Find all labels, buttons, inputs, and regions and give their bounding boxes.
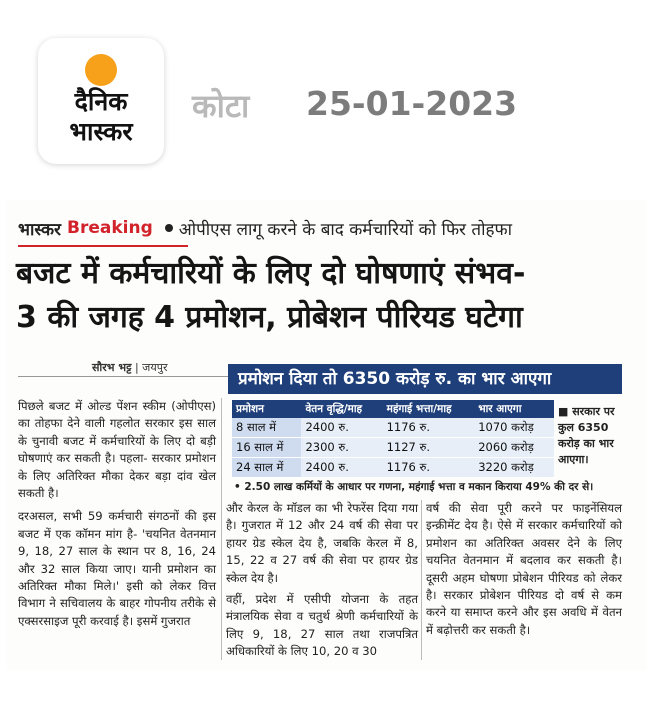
edition-city: कोटा [192, 87, 250, 125]
table-cell: 1176 रु. [383, 458, 475, 478]
table-cell: 2300 रु. [301, 438, 382, 458]
logo-text-line1: दैनिक [74, 87, 128, 116]
table-header: महंगाई भत्ता/माह [383, 400, 475, 418]
table-cell: 2060 करोड़ [474, 438, 554, 458]
box-side-note: ■ सरकार पर कुल 6350 करोड़ का भार आएगा। [558, 405, 615, 466]
byline-separator [18, 376, 228, 377]
article-paragraph: दरअसल, सभी 59 कर्मचारी संगठनों की इस बजट में एक कॉमन मांग है- 'चयनित वेतनमान 9, 18, 27 साल के स्थान पर 8, 16, 24 और 32 साल किया जाए। यानी प्रमोशन का अतिरिक्त मौका मिले।' इसी को लेकर वित्त विभाग ने सचिवालय के बाहर गोपनीय तरीके से एक्सरसाइज पूरी करवाई है। इसमें गुजरात [18, 509, 216, 628]
kicker-strap-text: ओपीएस लागू करने के बाद कर्मचारियों को फिर तोहफा [178, 219, 513, 240]
byline-author: सौरभ भट्ट [92, 361, 132, 374]
sun-logo-icon [85, 54, 117, 86]
column-divider [221, 398, 222, 660]
headline [16, 252, 636, 340]
table-cell: 16 साल में [232, 438, 301, 458]
article-column-2 [226, 500, 418, 665]
promotion-cost-box [228, 364, 622, 494]
table-row [232, 418, 554, 438]
byline: सौरभ भट्ट | जयपुर [92, 361, 168, 374]
table-cell: 1127 रु. [383, 438, 475, 458]
table-header-row [232, 400, 554, 418]
column-divider [421, 500, 422, 660]
kicker-brand: भास्कर [18, 219, 61, 240]
box-footnote: • 2.50 लाख कर्मियों के आधार पर गणना, महंगाई भत्ता व मकान किराया 49% की दर से। [234, 481, 594, 493]
byline-place: जयपुर [142, 361, 168, 374]
box-footnote-text: 2.50 लाख कर्मियों के आधार पर गणना, महंगाई भत्ता व मकान किराया 49% की दर से। [244, 481, 594, 493]
article-paragraph: पिछले बजट में ओल्ड पेंशन स्कीम (ओपीएस) का तोहफा देने वाली गहलोत सरकार इस साल के चुनावी बजट में कर्मचारियों के लिए दो बड़ी घोषणाएं कर सकती है। पहला- सरकार प्रमोशन के लिए अतिरिक्त मौका देकर बड़ा दांव खेल सकती है। [18, 399, 216, 501]
table-cell: 2400 रु. [301, 418, 382, 438]
article-column-1 [18, 398, 216, 636]
promotion-cost-table [232, 400, 554, 478]
table-header: प्रमोशन [232, 400, 301, 418]
box-title: प्रमोशन दिया तो 6350 करोड़ रु. का भार आएगा [228, 364, 622, 394]
dainik-bhaskar-logo [38, 38, 164, 164]
table-cell: 24 साल में [232, 458, 301, 478]
table-row [232, 438, 554, 458]
table-cell: 1176 रु. [383, 418, 475, 438]
article-column-3 [426, 500, 622, 643]
article-paragraph: वहीं, प्रदेश में एसीपी योजना के तहत मंत्रालयिक सेवा व चतुर्थ श्रेणी कर्मचारियों के लिए 9, 18, 27 साल तथा राजपत्रित अधिकारियों के लिए 10, 20 व 30 [226, 592, 418, 659]
box-side-note-text: सरकार पर कुल 6350 करोड़ का भार आएगा। [558, 405, 615, 466]
article-paragraph: वर्ष की सेवा पूरी करने पर फाइनेंसियल इन्क्रीमेंट देय है। ऐसे में सरकार कर्मचारियों को प्रमोशन का अतिरिक्त अवसर देने के लिए चयनित वेतनमान में बदलाव कर सकती है। दूसरी अहम घोषणा प्रोबेशन पीरियड को लेकर है। सरकार प्रोबेशन पीरियड दो वर्ष से कम करने या समाप्त करने और इस अवधि में वेतन में बढ़ोत्तरी कर सकती है। [426, 501, 622, 637]
kicker-strap [18, 214, 512, 242]
table-header: भार आएगा [474, 400, 554, 418]
bullet-icon [165, 224, 173, 232]
table-cell: 8 साल में [232, 418, 301, 438]
table-row [232, 458, 554, 478]
table-header: वेतन वृद्धि/माह [301, 400, 382, 418]
edition-date: 25-01-2023 [306, 84, 518, 123]
table-cell: 1070 करोड़ [474, 418, 554, 438]
headline-line2: 3 की जगह 4 प्रमोशन, प्रोबेशन पीरियड घटेगा [16, 300, 523, 335]
table-cell: 2400 रु. [301, 458, 382, 478]
headline-line1: बजट में कर्मचारियों के लिए दो घोषणाएं संभव- [16, 256, 526, 291]
kicker-underline [18, 245, 188, 247]
table-cell: 3220 करोड़ [474, 458, 554, 478]
logo-text-line2: भास्कर [69, 117, 133, 146]
article-paragraph: और केरल के मॉडल का भी रेफरेंस दिया गया है। गुजरात में 12 और 24 वर्ष की सेवा पर हायर ग्रेड स्केल देय है, जबकि केरल में 8, 15, 22 व 27 वर्ष की सेवा पर हायर ग्रेड स्केल देय है। [226, 501, 418, 585]
breaking-label: Breaking [66, 218, 153, 238]
